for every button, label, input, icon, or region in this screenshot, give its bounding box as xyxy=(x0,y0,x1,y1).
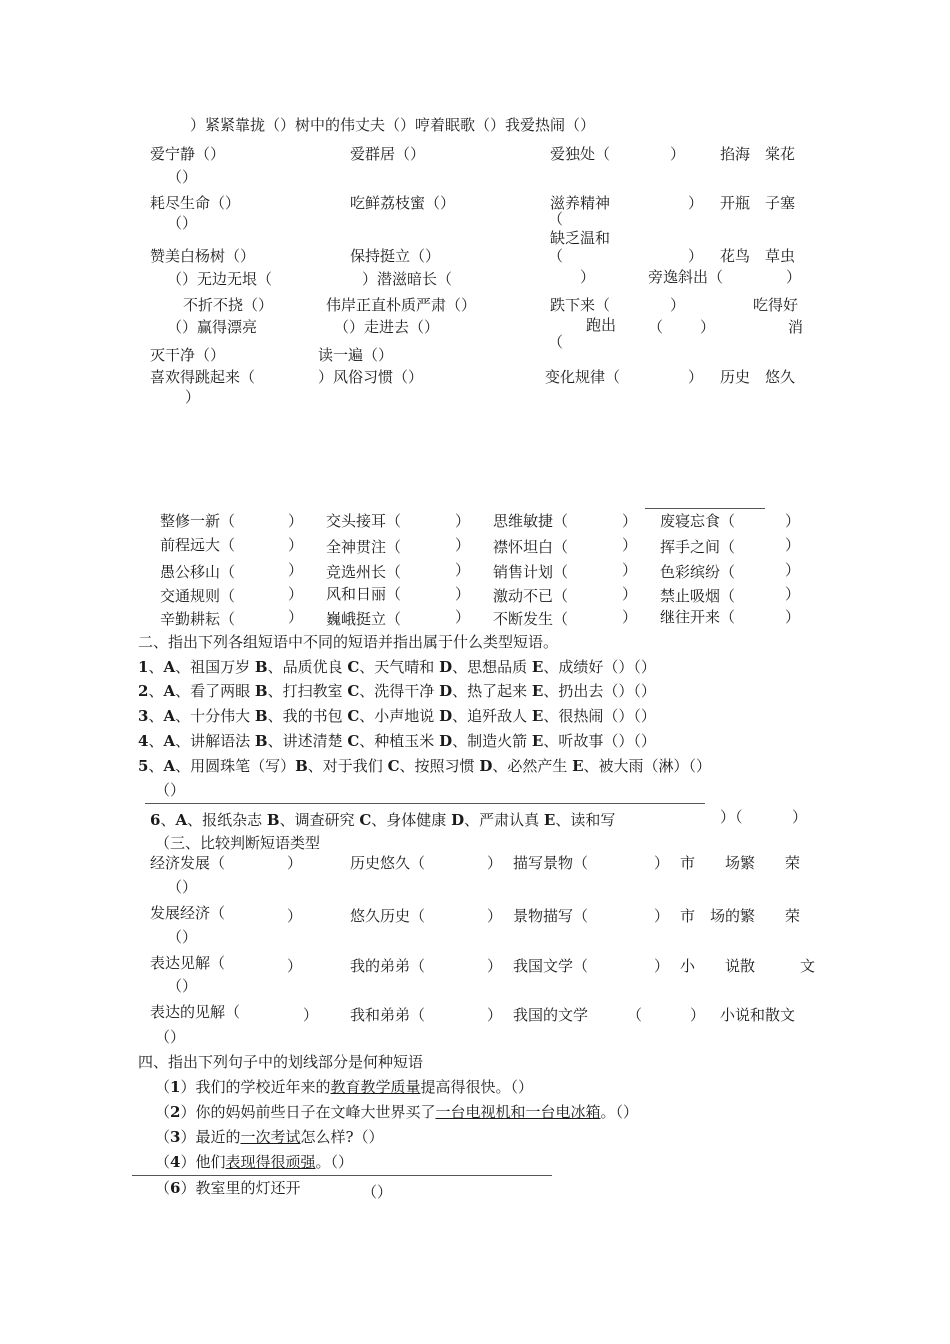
item-post: 。（） xyxy=(315,1153,354,1171)
option-letter: A xyxy=(163,732,176,750)
s3-cell: 描写景物（ xyxy=(513,854,589,872)
p1-r6-c: 跌下来（ xyxy=(550,296,611,314)
s2-item-3 xyxy=(138,707,656,725)
s4-item-2: （2）你的妈妈前些日子在文峰大世界买了一台电视机和一台电冰箱。（） xyxy=(155,1103,639,1121)
s3-cell: 经济发展（ xyxy=(150,854,226,872)
grid-cell-close: ） xyxy=(622,585,638,603)
item-number: 1 xyxy=(138,658,149,676)
p1-r7-d: （ xyxy=(648,318,664,336)
p1-r3-b: 吃鲜荔枝蜜（） xyxy=(350,194,456,212)
p1-r1: ）紧紧靠拢（）树中的伟丈夫（）哼着眠歌（）我爱热闹（） xyxy=(190,116,596,134)
grid-cell-close: ） xyxy=(622,536,638,554)
item-number: 1 xyxy=(170,1078,181,1096)
item-text: 、A、讲解语法 B、讲述清楚 C、种植玉米 D、制造火箭 E、听故事（）（） xyxy=(148,732,656,750)
grid-cell-close: ） xyxy=(785,512,801,530)
item-text: 、A、十分伟大 B、我的书包 C、小声地说 D、追歼敌人 E、很热闹（）（） xyxy=(148,707,656,725)
option-letter: E xyxy=(531,658,544,676)
underlined-phrase: 表现得很顽强 xyxy=(225,1153,316,1171)
option-letter: D xyxy=(439,707,453,725)
section3-heading: （三、比较判断短语类型 xyxy=(155,834,321,852)
s2-item-1 xyxy=(138,658,656,676)
grid-cell-close: ） xyxy=(288,585,304,603)
grid-cell: 销售计划（ xyxy=(493,563,569,581)
option-letter: B xyxy=(295,757,308,775)
s3-cell: 我国文学（ xyxy=(513,957,589,975)
s3-cell: 我和弟弟（ xyxy=(350,1006,426,1024)
s3-cell-close: ） xyxy=(487,1006,503,1024)
s3-cell-close: ） xyxy=(654,957,670,975)
p1-r9-c2: ） xyxy=(688,368,704,386)
s4-rule xyxy=(132,1175,552,1176)
s2-item-2 xyxy=(138,682,656,700)
grid-cell: 废寝忘食（ xyxy=(660,512,736,530)
p1-r5-b: ）潜滋暗长（ xyxy=(362,270,453,288)
s4-item-4: （4）他们表现得很顽强。（） xyxy=(155,1153,354,1171)
item-pre: 你的妈妈前些日子在文峰大世界买了 xyxy=(195,1103,436,1121)
grid-cell-close: ） xyxy=(455,608,471,626)
option-letter: E xyxy=(572,757,584,775)
s3-tail: （） xyxy=(167,928,198,946)
grid-cell-close: ） xyxy=(622,608,638,626)
p1-r6-b: 伟岸正直朴质严肃（） xyxy=(326,296,477,314)
p1-r3-d: 开瓶 子塞 xyxy=(720,194,796,212)
s3-cell: 景物描写（ xyxy=(513,907,589,925)
grid-cell-close: ） xyxy=(288,536,304,554)
grid-cell-close: ） xyxy=(785,536,801,554)
option-letter: B xyxy=(254,658,268,676)
item-number: 5 xyxy=(138,757,149,775)
p1-r4-b: 保持挺立（） xyxy=(350,247,441,265)
p1-r3-a: 耗尽生命（） xyxy=(150,194,241,212)
s4-item-3: （3）最近的一次考试怎么样?（） xyxy=(155,1128,384,1146)
option-letter: B xyxy=(254,732,268,750)
option-letter: C xyxy=(347,707,360,725)
grid-cell: 整修一新（ xyxy=(160,512,236,530)
p1-r4-a: 赞美白杨树（） xyxy=(150,247,256,265)
grid-cell: 愚公移山（ xyxy=(160,563,236,581)
p1-r5-a: （）无边无垠（ xyxy=(167,270,273,288)
option-letter: A xyxy=(163,682,176,700)
grid-cell: 交通规则（ xyxy=(160,587,236,605)
grid-cell-close: ） xyxy=(785,608,801,626)
grid-cell-close: ） xyxy=(288,608,304,626)
grid-cell: 交头接耳（ xyxy=(326,512,402,530)
option-letter: A xyxy=(163,757,176,775)
option-letter: D xyxy=(451,811,465,829)
grid-cell: 不断发生（ xyxy=(493,610,569,628)
grid-cell: 挥手之间（ xyxy=(660,538,736,556)
p1-r2-c: 爱独处（ xyxy=(550,145,611,163)
item-text: 、A、报纸杂志 B、调查研究 C、身体健康 D、严肃认真 E、读和写 xyxy=(160,811,616,829)
option-letter: D xyxy=(479,757,493,775)
grid-cell-close: ） xyxy=(622,561,638,579)
s3-cell-close: ） xyxy=(303,1006,319,1024)
grid-cell-close: ） xyxy=(288,561,304,579)
item-number: 4 xyxy=(170,1153,181,1171)
s2-item-5 xyxy=(138,757,711,775)
grid-cell: 全神贯注（ xyxy=(326,538,402,556)
p1-r9-d: 历史 悠久 xyxy=(720,368,796,386)
grid-cell-close: ） xyxy=(455,536,471,554)
p1-r3-frag1: （） xyxy=(167,214,198,232)
grid-cell: 风和日丽（ xyxy=(326,585,402,603)
item-number: 6 xyxy=(150,811,161,829)
s2-item-5-tail: （） xyxy=(155,781,186,799)
p1-r7-b: （）走进去（） xyxy=(334,318,440,336)
p1-r3-frag2: （ xyxy=(548,210,564,228)
item-pre: 最近的 xyxy=(195,1128,241,1146)
s4-item-6: （6）教室里的灯还开 xyxy=(155,1179,301,1197)
grid-cell: 前程远大（ xyxy=(160,536,236,554)
s3-cell-close: ） xyxy=(287,957,303,975)
p1-r2-b: 爱群居（） xyxy=(350,145,426,163)
s3-cell: 小说和散文 xyxy=(720,1006,796,1024)
section2-heading: 二、指出下列各组短语中不同的短语并指出属于什么类型短语。 xyxy=(138,633,559,651)
p1-r4-c: （ xyxy=(548,247,564,265)
option-letter: E xyxy=(531,707,544,725)
item-number: 4 xyxy=(138,732,149,750)
item-post: 。（） xyxy=(600,1103,639,1121)
p1-r8-b: 读一遍（） xyxy=(318,346,394,364)
item-number: 2 xyxy=(170,1103,181,1121)
s3-cell: 表达见解（ xyxy=(150,954,226,972)
option-letter: E xyxy=(531,682,544,700)
option-letter: B xyxy=(254,682,268,700)
underlined-phrase: 一台电视机和一台电冰箱 xyxy=(435,1103,601,1121)
s3-tail: （） xyxy=(155,1028,186,1046)
p1-r6-c2: ） xyxy=(670,296,686,314)
grid-cell-close: ） xyxy=(455,561,471,579)
s2-item-4 xyxy=(138,732,656,750)
s3-cell-close: ） xyxy=(654,907,670,925)
item-pre: 他们 xyxy=(195,1153,226,1171)
option-letter: D xyxy=(439,682,453,700)
option-letter: D xyxy=(439,732,453,750)
s3-cell: 市 场繁 荣 xyxy=(680,854,801,872)
s3-cell: 我的弟弟（ xyxy=(350,957,426,975)
s3-cell: 悠久历史（ xyxy=(350,907,426,925)
s3-cell-close: ） xyxy=(487,907,503,925)
p1-r5-e: ） xyxy=(786,268,802,286)
p1-r9-tail: ） xyxy=(185,388,201,406)
p1-r7-frag: （ xyxy=(548,333,564,351)
item-pre: 我们的学校近年来的 xyxy=(195,1078,331,1096)
grid-top-rule xyxy=(645,508,765,509)
grid-cell: 色彩缤纷（ xyxy=(660,563,736,581)
s3-tail: （） xyxy=(167,977,198,995)
option-letter: E xyxy=(543,811,556,829)
underlined-phrase: 一次考试 xyxy=(240,1128,301,1146)
item-number: 6 xyxy=(170,1179,181,1197)
s2-item-6-tail2: ） xyxy=(792,808,808,826)
grid-cell: 襟怀坦白（ xyxy=(493,538,569,556)
option-letter: C xyxy=(387,757,400,775)
p1-r4-d: 花鸟 草虫 xyxy=(720,247,796,265)
p1-r7-d2: ） xyxy=(700,318,716,336)
s4-item-6-tail: （） xyxy=(362,1183,393,1201)
grid-cell-close: ） xyxy=(785,585,801,603)
s3-cell-close: ） xyxy=(487,957,503,975)
grid-cell: 激动不已（ xyxy=(493,587,569,605)
grid-cell: 继往开来（ xyxy=(660,608,736,626)
s3-cell-close: ） xyxy=(654,854,670,872)
option-letter: A xyxy=(163,707,176,725)
item-post: 怎么样?（） xyxy=(300,1128,384,1146)
grid-cell-close: ） xyxy=(288,512,304,530)
grid-cell: 禁止吸烟（ xyxy=(660,587,736,605)
s4-item-1: （1）我们的学校近年来的教育教学质量提高得很快。（） xyxy=(155,1078,534,1096)
option-letter: A xyxy=(163,658,176,676)
item-number: 3 xyxy=(170,1128,181,1146)
option-letter: B xyxy=(254,707,268,725)
grid-cell: 辛勤耕耘（ xyxy=(160,610,236,628)
s2-item-6-tail1: ）（ xyxy=(720,808,743,826)
grid-cell-close: ） xyxy=(455,585,471,603)
p1-r4-c2: ） xyxy=(688,247,704,265)
option-letter: C xyxy=(347,682,360,700)
item-number: 2 xyxy=(138,682,149,700)
option-letter: A xyxy=(175,811,188,829)
option-letter: C xyxy=(359,811,372,829)
item-text: 、A、用圆珠笔（写）B、对于我们 C、按照习惯 D、必然产生 E、被大雨（淋）（） xyxy=(148,757,712,775)
s3-cell: 我国的文学 xyxy=(513,1006,589,1024)
p1-r5-c: ） xyxy=(580,268,596,286)
p1-r2-d: 掐海 棠花 xyxy=(720,145,796,163)
option-letter: B xyxy=(266,811,280,829)
s2-item-6 xyxy=(150,811,615,829)
p1-r3-c: 滋养精神 xyxy=(550,194,611,212)
p1-r6-a: 不折不挠（） xyxy=(183,296,274,314)
p1-r7-e: 消 xyxy=(788,318,804,336)
item-post: 提高得很快。（） xyxy=(420,1078,534,1096)
grid-cell: 巍峨挺立（ xyxy=(326,610,402,628)
s3-cell-close: ） xyxy=(487,854,503,872)
option-letter: C xyxy=(347,658,360,676)
p1-r7-a: （）赢得漂亮 xyxy=(167,318,258,336)
option-letter: C xyxy=(347,732,360,750)
p1-r6-d: 吃得好 xyxy=(753,296,799,314)
p1-r9-c: 变化规律（ xyxy=(545,368,621,386)
s3-cell: 市 场的繁 荣 xyxy=(680,907,801,925)
grid-cell-close: ） xyxy=(622,512,638,530)
p1-r9-b: ）风俗习惯（） xyxy=(318,368,424,386)
grid-cell-close: ） xyxy=(455,512,471,530)
p1-r7-c: 跑出 xyxy=(586,316,617,334)
item-pre: 教室里的灯还开 xyxy=(195,1179,301,1197)
option-letter: D xyxy=(439,658,453,676)
s3-cell-close: ） xyxy=(690,1006,706,1024)
item-text: 、A、祖国万岁 B、品质优良 C、天气晴和 D、思想品质 E、成绩好（）（） xyxy=(148,658,656,676)
s3-cell-open: （ xyxy=(627,1006,643,1024)
s3-cell: 历史悠久（ xyxy=(350,854,426,872)
s3-cell: 发展经济（ xyxy=(150,904,226,922)
grid-cell: 思维敏捷（ xyxy=(493,512,569,530)
p1-r2-a: 爱宁静（） xyxy=(150,145,226,163)
s3-cell-close: ） xyxy=(287,907,303,925)
p1-r2-c2: ） xyxy=(670,145,686,163)
s3-cell: 小 说散 文 xyxy=(680,957,816,975)
s3-cell: 表达的见解（ xyxy=(150,1003,241,1021)
p1-r8-a: 灭干净（） xyxy=(150,346,226,364)
grid-cell-close: ） xyxy=(785,561,801,579)
s3-cell-close: ） xyxy=(287,854,303,872)
section4-heading: 四、指出下列句子中的划线部分是何种短语 xyxy=(138,1053,424,1071)
grid-cell: 竞选州长（ xyxy=(326,563,402,581)
p1-r9-a: 喜欢得跳起来（ xyxy=(150,368,256,386)
s2-rule xyxy=(145,803,705,804)
option-letter: E xyxy=(531,732,544,750)
p1-r3-c2: ） xyxy=(688,194,704,212)
item-number: 3 xyxy=(138,707,149,725)
item-text: 、A、看了两眼 B、打扫教室 C、洗得干净 D、热了起来 E、扔出去（）（） xyxy=(148,682,656,700)
p1-r5-d: 旁逸斜出（ xyxy=(648,268,724,286)
p1-r2-tail: （） xyxy=(167,168,198,186)
p1-r3-c3: 缺乏温和 xyxy=(550,229,611,247)
underlined-phrase: 教育教学质量 xyxy=(330,1078,421,1096)
s3-tail: （） xyxy=(167,878,198,896)
